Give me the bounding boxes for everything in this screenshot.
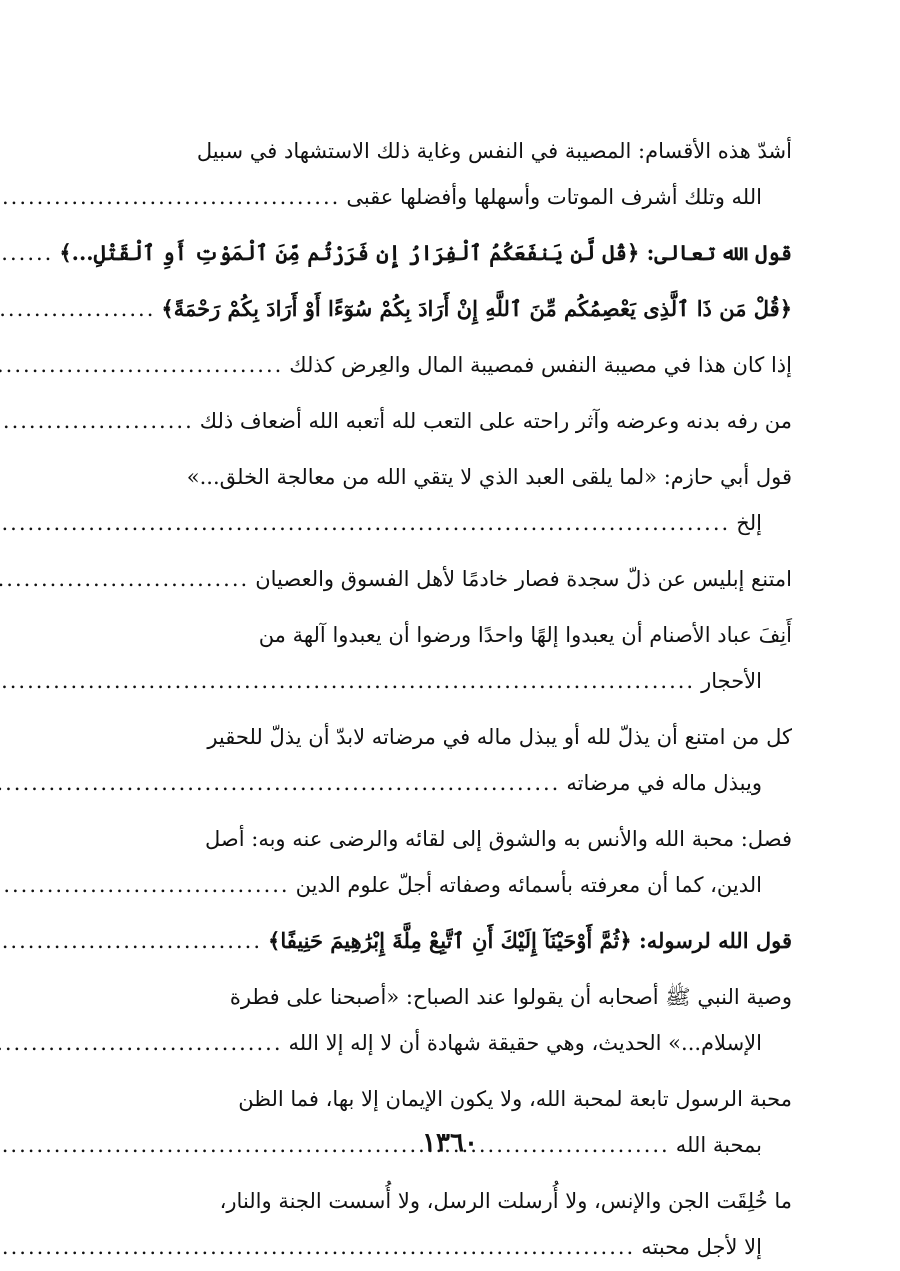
- leader-dots: [0, 1224, 635, 1270]
- entry-text: إلا لأجل محبته: [641, 1235, 762, 1259]
- index-entry-line: [128, 1076, 792, 1122]
- index-entry-line: [128, 862, 792, 908]
- index-entry-line: [128, 128, 792, 174]
- entry-text: الأحجار: [701, 669, 762, 693]
- leader-dots: [0, 658, 695, 704]
- entry-text: الله وتلك أشرف الموتات وأسهلها وأفضلها عقبى: [346, 185, 762, 209]
- leader-dots: [0, 1020, 283, 1066]
- entry-text: ما خُلِقَت الجن والإنس، ولا أُرسلت الرسل، ولا أُسست الجنة والنار،: [219, 1189, 792, 1213]
- index-entry-line: [128, 398, 792, 444]
- index-entry-line: [128, 454, 792, 500]
- index-entry-line: [128, 556, 792, 602]
- leader-dots: [0, 760, 560, 806]
- index-entry-line: [128, 612, 792, 658]
- leader-dots: [0, 500, 730, 546]
- entry-text: الدين، كما أن معرفته بأسمائه وصفاته أجلّ علوم الدين: [295, 873, 762, 897]
- entry-text: قول الله لرسوله: ﴿ثُمَّ أَوْحَيْنَآ إِلَيْكَ أَنِ ٱتَّبِعْ مِلَّةَ إِبْرَٰهِيمَ حَنِيفًا﴾: [268, 928, 792, 953]
- leader-dots: [0, 230, 53, 276]
- entry-text: وصية النبي ﷺ أصحابه أن يقولوا عند الصباح: «أصبحنا على فطرة: [229, 985, 792, 1009]
- index-entry-line: [128, 1178, 792, 1224]
- index-entry-line: [128, 174, 792, 220]
- entry-text: قول الله تعالى: ﴿قُل لَّن يَنفَعَكُمُ ٱلْفِرَارُ إِن فَرَرْتُم مِّنَ ٱلْمَوْتِ أَوِ ٱلْقَتْلِ...﴾: [59, 240, 792, 265]
- entry-text: إلخ: [736, 511, 762, 535]
- entry-text: أَنِفَ عباد الأصنام أن يعبدوا إلهًا واحدًا ورضوا أن يعبدوا آلهة من: [258, 623, 792, 647]
- index-entry-line: [128, 714, 792, 760]
- leader-dots: [0, 286, 155, 332]
- entry-text: ﴿قُلْ مَن ذَا ٱلَّذِى يَعْصِمُكُم مِّنَ ٱللَّهِ إِنْ أَرَادَ بِكُمْ سُوٓءًا أَوْ أَرَادَ بِكُمْ رَحْمَةً﴾: [161, 296, 792, 321]
- leader-dots: [0, 918, 262, 964]
- entry-text: بمحبة الله: [675, 1133, 762, 1157]
- index-entry-line: [128, 1020, 792, 1066]
- entry-text: إذا كان هذا في مصيبة النفس فمصيبة المال والعِرض كذلك: [289, 353, 792, 377]
- index-entry-line: [128, 286, 792, 332]
- leader-dots: [0, 398, 194, 444]
- index-entry-line: [59, 230, 792, 276]
- leader-dots: [0, 556, 249, 602]
- entry-text: محبة الرسول تابعة لمحبة الله، ولا يكون الإيمان إلا بها، فما الظن: [238, 1087, 792, 1111]
- entry-text: قول أبي حازم: «لما يلقى العبد الذي لا يتقي الله من معالجة الخلق...»: [186, 465, 792, 489]
- index-entry-line: [128, 918, 792, 964]
- entry-text: امتنع إبليس عن ذلّ سجدة فصار خادمًا لأهل الفسوق والعصيان: [255, 567, 792, 591]
- entry-text: الإسلام...» الحديث، وهي حقيقة شهادة أن لا إله إلا الله: [288, 1031, 762, 1055]
- entry-text: أشدّ هذه الأقسام: المصيبة في النفس وغاية ذلك الاستشهاد في سبيل: [196, 139, 792, 163]
- index-entry-line: [128, 1224, 792, 1270]
- entry-text: كل من امتنع أن يذلّ لله أو يبذل ماله في مرضاته لابدّ أن يذلّ للحقير: [207, 725, 792, 749]
- index-entry-line: [128, 816, 792, 862]
- index-entry-line: [128, 760, 792, 806]
- index-entry-line: [128, 974, 792, 1020]
- entry-text: ويبذل ماله في مرضاته: [566, 771, 762, 795]
- index-entry-line: [128, 342, 792, 388]
- entry-text: من رفه بدنه وعرضه وآثر راحته على التعب لله أتعبه الله أضعاف ذلك: [199, 409, 792, 433]
- leader-dots: [0, 342, 283, 388]
- leader-dots: [0, 174, 340, 220]
- page-number: ١٣٦٠: [422, 1128, 478, 1158]
- leader-dots: [0, 862, 290, 908]
- index-entry-line: [128, 500, 792, 546]
- entry-text: فصل: محبة الله والأنس به والشوق إلى لقائه والرضى عنه وبه: أصل: [205, 827, 792, 851]
- index-entry-line: [128, 658, 792, 704]
- index-entries: [59, 118, 792, 1270]
